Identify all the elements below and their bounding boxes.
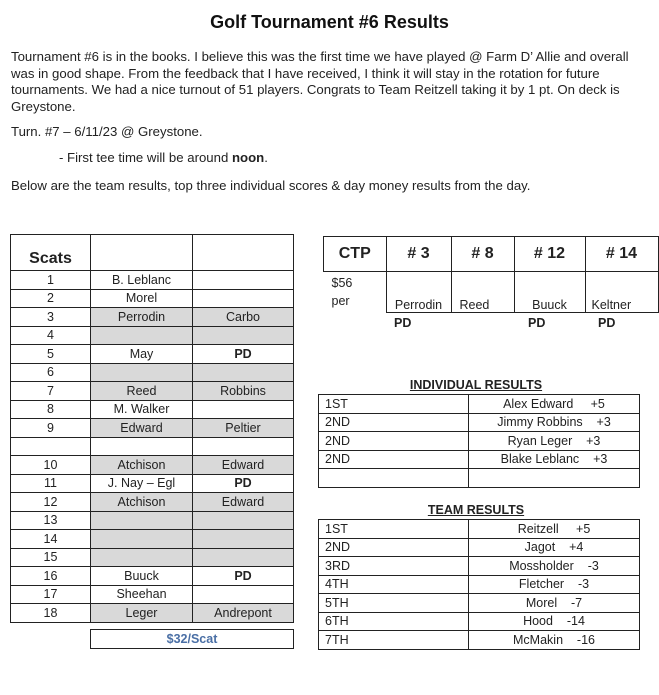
ctp-winner: Buuck (514, 272, 585, 313)
scats-hole-number (11, 437, 91, 456)
scats-player1 (91, 548, 193, 567)
scats-player2: Edward (193, 493, 294, 512)
individual-result-row (319, 432, 640, 451)
scats-hole-number: 18 (11, 604, 91, 623)
next-tournament-line: Turn. #7 – 6/11/23 @ Greystone. (11, 124, 203, 139)
team-results-table (318, 519, 640, 650)
scats-hole-number: 7 (11, 382, 91, 401)
result-value: Alex Edward +5 (469, 395, 640, 414)
scats-row (11, 437, 294, 456)
scats-player2: Carbo (193, 308, 294, 327)
scats-table (10, 234, 294, 623)
scats-hole-number: 13 (11, 511, 91, 530)
result-value: Jagot +4 (469, 538, 640, 557)
scats-player2 (193, 271, 294, 290)
scats-player1 (91, 326, 193, 345)
ctp-hole: # 12 (514, 237, 585, 272)
scats-row (11, 382, 294, 401)
ctp-winner: Perrodin (386, 272, 451, 313)
ctp-header-row (324, 237, 659, 272)
result-place: 5TH (319, 594, 469, 613)
scats-player2 (193, 437, 294, 456)
scats-header-blank (91, 235, 193, 271)
scats-hole-number: 8 (11, 400, 91, 419)
scats-row (11, 326, 294, 345)
scats-player1: Atchison (91, 456, 193, 475)
page-title: Golf Tournament #6 Results (210, 12, 449, 32)
scats-hole-number: 10 (11, 456, 91, 475)
results-intro-line: Below are the team results, top three individual scores & day money results from the day. (11, 178, 531, 193)
scats-hole-number: 16 (11, 567, 91, 586)
scats-player1: Leger (91, 604, 193, 623)
scats-header: Scats (11, 235, 91, 271)
ctp-paid-mark: PD (598, 316, 616, 330)
scats-player2: Andrepont (193, 604, 294, 623)
scat-price: $32/Scat (90, 629, 294, 649)
result-value: Morel -7 (469, 594, 640, 613)
ctp-label: CTP (324, 237, 387, 272)
result-place (319, 469, 469, 488)
scats-player2: PD (193, 567, 294, 586)
scats-player1: M. Walker (91, 400, 193, 419)
scats-player1: Perrodin (91, 308, 193, 327)
result-place: 2ND (319, 450, 469, 469)
team-result-row (319, 520, 640, 539)
team-results-title: TEAM RESULTS (427, 503, 525, 517)
scats-player2: Robbins (193, 382, 294, 401)
scats-player2 (193, 585, 294, 604)
team-result-row (319, 612, 640, 631)
team-result-row (319, 557, 640, 576)
scats-hole-number: 14 (11, 530, 91, 549)
scats-player1: B. Leblanc (91, 271, 193, 290)
individual-result-row (319, 413, 640, 432)
scats-hole-number: 1 (11, 271, 91, 290)
individual-result-row (319, 469, 640, 488)
team-result-row (319, 575, 640, 594)
scats-player1: Edward (91, 419, 193, 438)
scats-row (11, 271, 294, 290)
scats-header-blank (193, 235, 294, 271)
ctp-hole: # 8 (451, 237, 514, 272)
scats-player2 (193, 363, 294, 382)
scats-row (11, 345, 294, 364)
tee-time-prefix: - First tee time will be around (59, 150, 232, 165)
scats-player2: Peltier (193, 419, 294, 438)
scats-row (11, 530, 294, 549)
scats-row (11, 585, 294, 604)
tee-time-note (59, 150, 659, 167)
scats-player1 (91, 363, 193, 382)
result-place: 7TH (319, 631, 469, 650)
ctp-winner-row (324, 272, 659, 313)
result-place: 3RD (319, 557, 469, 576)
team-result-row (319, 631, 640, 650)
scats-row (11, 400, 294, 419)
scats-player1: Atchison (91, 493, 193, 512)
scats-player2: PD (193, 474, 294, 493)
result-value: Fletcher -3 (469, 575, 640, 594)
ctp-winner: Reed (451, 272, 514, 313)
scats-hole-number: 2 (11, 289, 91, 308)
scats-player2: PD (193, 345, 294, 364)
scats-hole-number: 5 (11, 345, 91, 364)
intro-paragraph: Tournament #6 is in the books. I believe this was the first time we have played @ Farm D’ Allie and overall was in good shape. From the feedback that I have received, I think it will stay in the rotation for future tournaments. We had a nice turnout of 51 players. Congrats to Team Reitzell taking it by 1 pt. On deck is Greystone. (11, 49, 629, 114)
scats-player1: Sheehan (91, 585, 193, 604)
result-place: 1ST (319, 395, 469, 414)
scats-player2 (193, 326, 294, 345)
scats-player1 (91, 511, 193, 530)
result-value: Ryan Leger +3 (469, 432, 640, 451)
result-place: 4TH (319, 575, 469, 594)
scats-player2: Edward (193, 456, 294, 475)
scats-player1 (91, 437, 193, 456)
scats-row (11, 567, 294, 586)
scats-row (11, 308, 294, 327)
scats-hole-number: 15 (11, 548, 91, 567)
tee-time-suffix: . (264, 150, 268, 165)
ctp-winner: Keltner (585, 272, 658, 313)
scats-row (11, 456, 294, 475)
scats-hole-number: 9 (11, 419, 91, 438)
scats-row (11, 474, 294, 493)
individual-result-row (319, 450, 640, 469)
scats-row (11, 363, 294, 382)
ctp-hole: # 3 (386, 237, 451, 272)
scats-row (11, 289, 294, 308)
scats-player1: Reed (91, 382, 193, 401)
scats-player2 (193, 511, 294, 530)
result-value: McMakin -16 (469, 631, 640, 650)
individual-results-table (318, 394, 640, 488)
result-value: Hood -14 (469, 612, 640, 631)
scats-hole-number: 11 (11, 474, 91, 493)
ctp-price-per: per (331, 294, 350, 309)
result-place: 2ND (319, 432, 469, 451)
scats-player1 (91, 530, 193, 549)
scats-row (11, 419, 294, 438)
scats-player1: J. Nay – Egl (91, 474, 193, 493)
result-value: Jimmy Robbins +3 (469, 413, 640, 432)
scats-hole-number: 4 (11, 326, 91, 345)
result-place: 1ST (319, 520, 469, 539)
scats-hole-number: 3 (11, 308, 91, 327)
scats-row (11, 511, 294, 530)
scats-header-row (11, 235, 294, 271)
result-place: 2ND (319, 538, 469, 557)
ctp-price-amount: $56 (331, 276, 353, 291)
team-result-row (319, 538, 640, 557)
team-result-row (319, 594, 640, 613)
result-place: 6TH (319, 612, 469, 631)
result-value: Mossholder -3 (469, 557, 640, 576)
scats-player2 (193, 400, 294, 419)
result-value: Reitzell +5 (469, 520, 640, 539)
scats-player2 (193, 530, 294, 549)
result-value (469, 469, 640, 488)
scats-player1: Buuck (91, 567, 193, 586)
ctp-table (323, 236, 659, 313)
scats-hole-number: 17 (11, 585, 91, 604)
ctp-hole: # 14 (585, 237, 658, 272)
scats-row (11, 548, 294, 567)
individual-results-title: INDIVIDUAL RESULTS (409, 378, 543, 392)
tee-time-value: noon (231, 150, 265, 165)
scats-hole-number: 6 (11, 363, 91, 382)
scats-player1: Morel (91, 289, 193, 308)
scats-row (11, 604, 294, 623)
ctp-paid-mark: PD (394, 316, 412, 330)
scats-player1: May (91, 345, 193, 364)
ctp-price (324, 272, 387, 313)
result-value: Blake Leblanc +3 (469, 450, 640, 469)
individual-result-row (319, 395, 640, 414)
scats-player2 (193, 289, 294, 308)
result-place: 2ND (319, 413, 469, 432)
ctp-paid-mark: PD (528, 316, 546, 330)
scats-row (11, 493, 294, 512)
scats-player2 (193, 548, 294, 567)
scats-hole-number: 12 (11, 493, 91, 512)
